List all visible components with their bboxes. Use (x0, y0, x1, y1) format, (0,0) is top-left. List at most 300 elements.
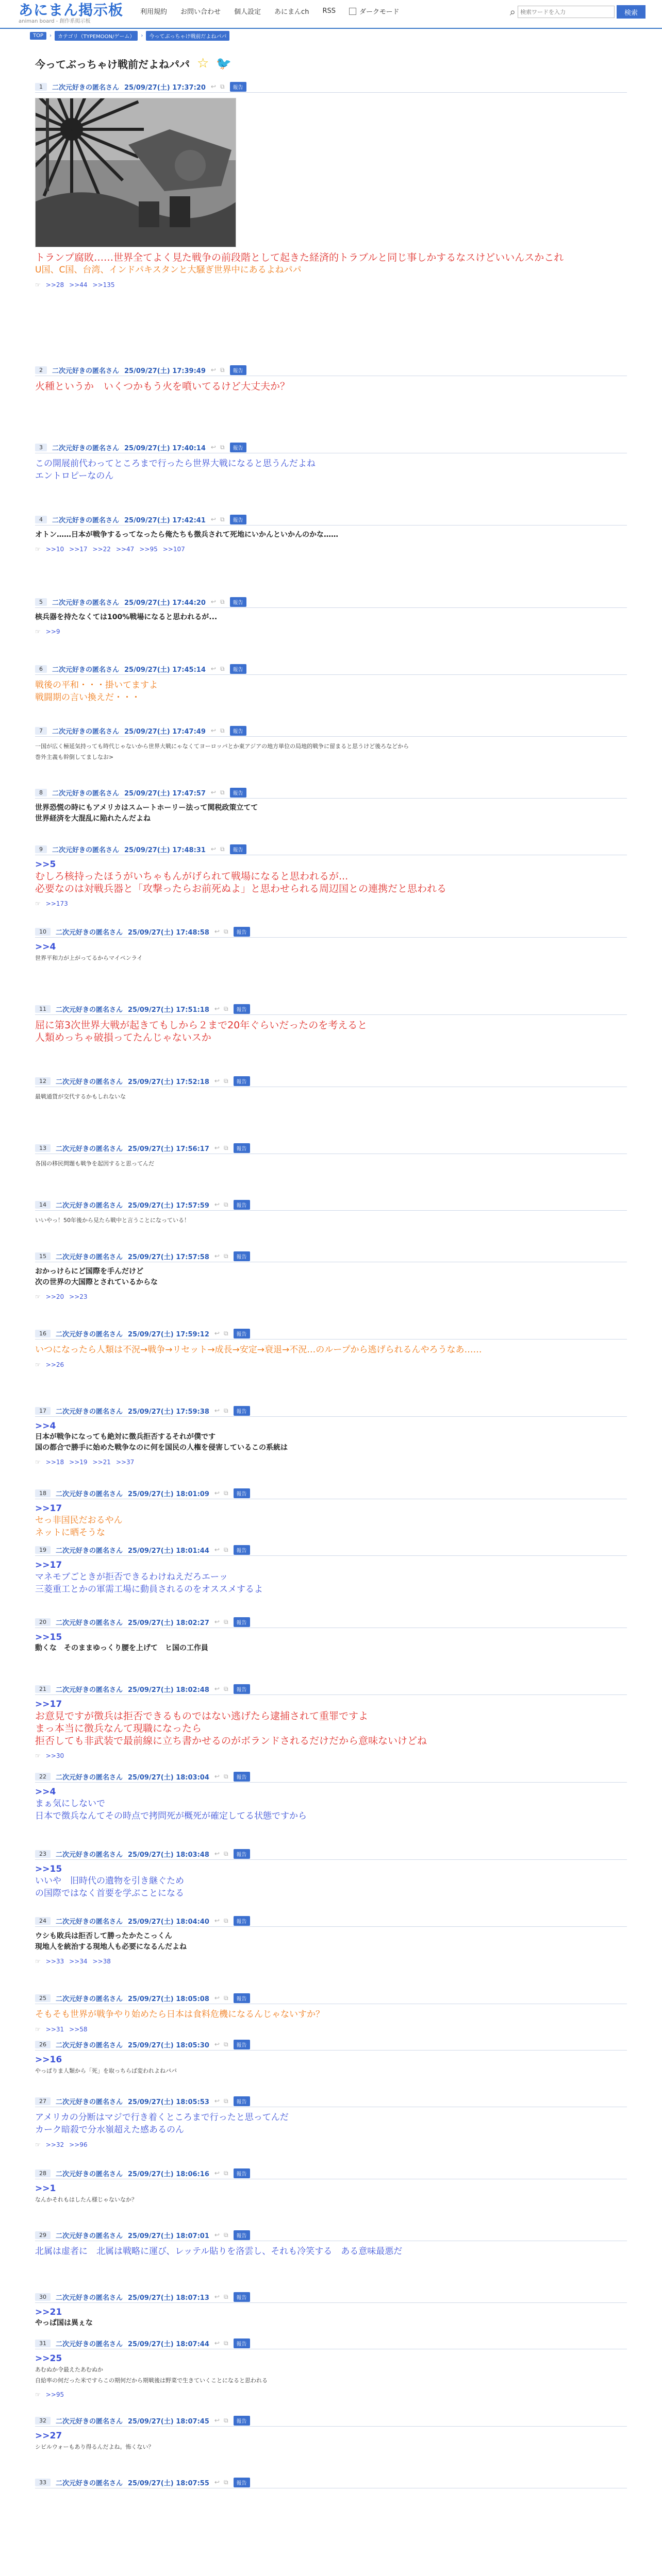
share-icon[interactable]: ⧉ (220, 366, 225, 374)
post-number[interactable]: 17 (35, 1407, 51, 1415)
share-icon[interactable]: ⧉ (220, 598, 225, 605)
post-text: 必要なのは対戦兵器と「攻撃ったらお前死ぬよ」と思わせられる周辺国との連携だと思われる (35, 883, 447, 894)
post-text: マネモブごときが拒否できるわけねえだろエーッ (35, 1572, 228, 1582)
reply-icon[interactable]: ↩ (214, 2170, 220, 2177)
report-button[interactable]: 報告 (234, 1488, 250, 1498)
report-button[interactable]: 報告 (234, 1076, 250, 1086)
reply-link[interactable]: >>26 (45, 1361, 64, 1368)
post-author: 二次元好きの匿名さん (52, 790, 120, 798)
post-icons (214, 1077, 228, 1085)
reply-hand-icon: ☞ (35, 1361, 41, 1368)
post-text: やっぱりま人類から「死」を取っちらば変われよねパパ (35, 2067, 177, 2074)
reply-link[interactable]: >>19 (69, 1459, 88, 1466)
reply-icon[interactable]: ↩ (214, 1546, 220, 1553)
report-button[interactable]: 報告 (230, 664, 246, 674)
post-text[interactable]: >>25 (35, 2353, 62, 2364)
post-number[interactable]: 9 (35, 845, 47, 853)
post-body (35, 1215, 627, 1226)
nav-terms[interactable]: 利用規約 (140, 8, 168, 16)
reply-icon[interactable]: ↩ (214, 1850, 220, 1857)
post-icons (214, 2041, 228, 2048)
report-button[interactable]: 報告 (234, 1406, 250, 1416)
post-header (35, 82, 627, 93)
report-button[interactable]: 報告 (234, 1004, 250, 1014)
reply-link[interactable]: >>135 (92, 281, 115, 289)
post-number[interactable]: 1 (35, 83, 47, 91)
post-icons (214, 1144, 228, 1152)
reply-link[interactable]: >>96 (69, 2141, 88, 2148)
post-date: 25/09/27(土) 17:57:59 (128, 1202, 209, 1210)
reply-icon[interactable]: ↩ (214, 2097, 220, 2105)
report-button[interactable]: 報告 (230, 515, 246, 524)
post-header (35, 1144, 627, 1154)
share-icon[interactable]: ⧉ (220, 789, 225, 796)
share-icon[interactable]: ⧉ (220, 516, 225, 523)
post-author: 二次元好きの匿名さん (56, 1995, 123, 2003)
report-button[interactable]: 報告 (230, 788, 246, 798)
post-body (35, 457, 627, 482)
post-text[interactable]: >>1 (35, 2183, 56, 2194)
reply-icon[interactable]: ↩ (214, 1252, 220, 1260)
report-button[interactable]: 報告 (234, 2230, 250, 2240)
report-button[interactable]: 報告 (234, 1772, 250, 1782)
post-body (35, 1864, 627, 1900)
reply-link[interactable]: >>31 (45, 2026, 64, 2033)
post-icons (214, 1546, 228, 1554)
post-text: いいや 旧時代の遺物を引き継ぐため (35, 1876, 184, 1886)
share-icon[interactable]: ⧉ (223, 1005, 228, 1012)
post-author: 二次元好きの匿名さん (56, 2042, 123, 2049)
post-header (35, 515, 627, 526)
post (35, 598, 627, 635)
post-number[interactable]: 15 (35, 1252, 51, 1260)
reply-icon[interactable]: ↩ (214, 1144, 220, 1151)
post-text: おかっけらにど国際を手んだけど (35, 1267, 143, 1276)
post-header (35, 1772, 627, 1783)
post (35, 515, 627, 553)
reply-link[interactable]: >>173 (45, 900, 68, 907)
reply-icon[interactable]: ↩ (214, 928, 220, 935)
post (35, 1005, 627, 1044)
share-icon[interactable]: ⧉ (223, 2417, 228, 2424)
post-icons (211, 83, 225, 91)
reply-link[interactable]: >>95 (139, 546, 158, 553)
reply-link[interactable]: >>58 (69, 2026, 88, 2033)
reply-links (35, 1459, 627, 1466)
reply-icon[interactable]: ↩ (210, 366, 216, 374)
reply-link[interactable]: >>17 (69, 546, 88, 553)
post-text: ウシも敗兵は拒否して勝ったかたこっくん (35, 1932, 172, 1940)
reply-link[interactable]: >>95 (45, 2391, 64, 2398)
share-icon[interactable]: ⧉ (223, 928, 228, 935)
share-icon[interactable]: ⧉ (223, 1618, 228, 1625)
post-text: の国際ではなく首要を学ぶことになる (35, 1888, 184, 1899)
share-icon[interactable]: ⧉ (220, 665, 225, 672)
report-button[interactable]: 報告 (230, 844, 246, 854)
post-header (35, 1917, 627, 1927)
post-text[interactable]: >>4 (35, 1787, 56, 1797)
post-header (35, 2169, 627, 2179)
share-icon[interactable]: ⧉ (223, 1407, 228, 1414)
reply-icon[interactable]: ↩ (210, 83, 216, 90)
post (35, 927, 627, 963)
post-icons (214, 1252, 228, 1260)
post-text[interactable]: >>27 (35, 2431, 62, 2441)
post-body (35, 1421, 627, 1453)
post-header (35, 1005, 627, 1015)
reply-icon[interactable]: ↩ (214, 2293, 220, 2300)
twitter-icon[interactable]: 🐦 (216, 56, 232, 71)
post-number[interactable]: 5 (35, 598, 47, 606)
reply-link[interactable]: >>107 (162, 546, 185, 553)
reply-icon[interactable]: ↩ (214, 1005, 220, 1012)
post-number[interactable]: 20 (35, 1618, 51, 1626)
report-button[interactable]: 報告 (234, 2478, 250, 2487)
share-icon[interactable]: ⧉ (223, 2293, 228, 2300)
post-date: 25/09/27(土) 17:47:57 (124, 790, 206, 798)
post-header (35, 1685, 627, 1695)
star-icon[interactable]: ☆ (197, 56, 209, 71)
post-number[interactable]: 25 (35, 1994, 51, 2002)
post-body (35, 380, 627, 393)
post-number[interactable]: 2 (35, 366, 47, 374)
post-text: 自給率の何だった米ですらこの期何だから期戦後は野菜で生きていくことになると思われる (35, 2377, 268, 2384)
post-header (35, 927, 627, 938)
post (35, 82, 627, 289)
post-header (35, 366, 627, 376)
post-text: まっ本当に徴兵なんて現職になったら (35, 1723, 202, 1734)
report-button[interactable]: 報告 (234, 2416, 250, 2426)
report-button[interactable]: 報告 (230, 597, 246, 607)
post-icons (214, 1489, 228, 1497)
post-number[interactable]: 11 (35, 1005, 51, 1013)
post-number[interactable]: 33 (35, 2479, 51, 2486)
share-icon[interactable]: ⧉ (223, 1252, 228, 1260)
report-button[interactable]: 報告 (234, 1993, 250, 2003)
post-number[interactable]: 10 (35, 928, 51, 936)
reply-icon[interactable]: ↩ (210, 598, 216, 605)
reply-icon[interactable]: ↩ (210, 516, 216, 523)
post-body (35, 2245, 627, 2258)
reply-icon[interactable]: ↩ (214, 1330, 220, 1337)
post-author: 二次元好きの匿名さん (56, 1619, 123, 1627)
post-image[interactable] (35, 98, 236, 247)
reply-icon[interactable]: ↩ (214, 1773, 220, 1780)
report-button[interactable]: 報告 (234, 2096, 250, 2106)
post-text: 人類めっちゃ破損ってたんじゃないスか (35, 1032, 211, 1043)
post-author: 二次元好きの匿名さん (56, 1006, 123, 1014)
reply-icon[interactable]: ↩ (214, 1917, 220, 1924)
post (35, 2097, 627, 2148)
share-icon[interactable]: ⧉ (220, 444, 225, 451)
post-icons (211, 789, 225, 796)
post-icons (214, 2417, 228, 2425)
report-button[interactable]: 報告 (234, 1329, 250, 1338)
reply-icon[interactable]: ↩ (214, 1618, 220, 1625)
post-body (35, 251, 627, 276)
reply-link[interactable]: >>30 (45, 1752, 64, 1759)
nav-animanch[interactable]: あにまんch (274, 8, 309, 16)
share-icon[interactable]: ⧉ (223, 1201, 228, 1208)
post-text[interactable]: >>5 (35, 859, 56, 870)
post-author: 二次元好きの匿名さん (56, 1686, 123, 1694)
post-icons (214, 2293, 228, 2301)
reply-icon[interactable]: ↩ (210, 665, 216, 672)
post-number[interactable]: 23 (35, 1850, 51, 1858)
post (35, 2231, 627, 2258)
reply-icon[interactable]: ↩ (210, 789, 216, 796)
share-icon[interactable]: ⧉ (220, 83, 225, 90)
post-number[interactable]: 21 (35, 1685, 51, 1693)
report-button[interactable]: 報告 (234, 927, 250, 937)
crumb-top[interactable]: TOP (30, 32, 46, 40)
post-author: 二次元好きの匿名さん (52, 367, 120, 375)
reply-icon[interactable]: ↩ (214, 2041, 220, 2048)
post-number[interactable]: 19 (35, 1546, 51, 1554)
post-text: ネットに晒そうな (35, 1528, 105, 1538)
post-number[interactable]: 4 (35, 516, 47, 523)
reply-icon[interactable]: ↩ (214, 2417, 220, 2424)
post (35, 2339, 627, 2398)
reply-link[interactable]: >>23 (69, 1293, 88, 1300)
post-text[interactable]: >>4 (35, 942, 56, 952)
post (35, 1252, 627, 1300)
share-icon[interactable]: ⧉ (223, 1917, 228, 1924)
post-number[interactable]: 28 (35, 2170, 51, 2177)
share-icon[interactable]: ⧉ (223, 2170, 228, 2177)
nav-contact[interactable]: お問い合わせ (180, 8, 221, 16)
search-button[interactable]: 検索 (617, 5, 646, 19)
share-icon[interactable]: ⧉ (223, 1685, 228, 1692)
site-logo[interactable] (19, 2, 123, 25)
share-icon[interactable]: ⧉ (220, 845, 225, 853)
reply-icon[interactable]: ↩ (214, 2340, 220, 2347)
reply-hand-icon: ☞ (35, 546, 41, 553)
share-icon[interactable]: ⧉ (223, 1077, 228, 1084)
post-author: 二次元好きの匿名さん (56, 2341, 123, 2348)
post-text[interactable]: >>17 (35, 1560, 62, 1570)
reply-icon[interactable]: ↩ (214, 1407, 220, 1414)
post-body (35, 1158, 627, 1169)
post-date: 25/09/27(土) 17:59:12 (128, 1331, 209, 1338)
reply-link[interactable]: >>28 (45, 281, 64, 289)
post-text[interactable]: >>17 (35, 1699, 62, 1709)
reply-icon[interactable]: ↩ (214, 2231, 220, 2239)
post-body (35, 2431, 627, 2452)
reply-icon[interactable]: ↩ (214, 2479, 220, 2486)
reply-link[interactable]: >>22 (92, 546, 111, 553)
post-header (35, 1994, 627, 2004)
darkmode-toggle[interactable] (349, 6, 399, 16)
search-input[interactable] (518, 6, 615, 18)
report-button[interactable]: 報告 (234, 1200, 250, 1210)
post-author: 二次元好きの匿名さん (52, 84, 120, 92)
post-number[interactable]: 22 (35, 1773, 51, 1781)
report-button[interactable]: 報告 (234, 2168, 250, 2178)
reply-icon[interactable]: ↩ (210, 727, 216, 734)
post-number[interactable]: 13 (35, 1144, 51, 1152)
post-number[interactable]: 3 (35, 444, 47, 451)
post-icons (214, 1407, 228, 1415)
post-text[interactable]: >>15 (35, 1864, 62, 1874)
share-icon[interactable]: ⧉ (220, 727, 225, 734)
post-text: エントロピーなのん (35, 471, 114, 481)
reply-link[interactable]: >>44 (69, 281, 88, 289)
nav-rss[interactable]: RSS (322, 7, 336, 15)
post-number[interactable]: 6 (35, 665, 47, 673)
reply-icon[interactable]: ↩ (214, 1994, 220, 2002)
post-text: オトン……日本が戦争するってなったら俺たちも徴兵されて死地にいかんといかんのかな…… (35, 531, 338, 539)
post-body (35, 859, 627, 895)
post-date: 25/09/27(土) 17:39:49 (124, 367, 206, 375)
reply-link[interactable]: >>32 (45, 2141, 64, 2148)
post-icons (214, 1773, 228, 1781)
post-number[interactable]: 31 (35, 2340, 51, 2347)
post-text[interactable]: >>21 (35, 2307, 62, 2317)
post-body (35, 530, 627, 540)
reply-link[interactable]: >>34 (69, 1958, 88, 1965)
post-number[interactable]: 8 (35, 789, 47, 796)
reply-link[interactable]: >>9 (45, 628, 60, 635)
share-icon[interactable]: ⧉ (223, 1144, 228, 1151)
reply-link[interactable]: >>38 (92, 1958, 111, 1965)
share-icon[interactable]: ⧉ (223, 2479, 228, 2486)
post-icons (211, 845, 225, 853)
report-button[interactable]: 報告 (230, 82, 246, 92)
post-text: 日本が戦争になっても絶対に徴兵拒否するそれが僕です (35, 1433, 216, 1441)
post-author: 二次元好きの匿名さん (56, 2171, 123, 2178)
post-text: まぁ気にしないで (35, 1799, 105, 1809)
chevron-right-icon: › (49, 33, 52, 39)
reply-link[interactable]: >>21 (92, 1459, 111, 1466)
post-icons (211, 727, 225, 735)
post-date: 25/09/27(土) 17:42:41 (124, 517, 206, 524)
post-header (35, 2478, 627, 2488)
post-number[interactable]: 7 (35, 727, 47, 735)
logo-text: あにまん掲示板 (19, 2, 124, 19)
report-button[interactable]: 報告 (234, 1849, 250, 1859)
post-body (35, 2111, 627, 2136)
post-text[interactable]: >>16 (35, 2055, 62, 2065)
share-icon[interactable]: ⧉ (223, 1850, 228, 1857)
share-icon[interactable]: ⧉ (223, 1994, 228, 2002)
reply-link[interactable]: >>20 (45, 1293, 64, 1300)
post-number[interactable]: 18 (35, 1489, 51, 1497)
logo-subtitle: animan board - 創作系掲示板 (19, 19, 91, 24)
reply-links (35, 1361, 627, 1368)
post-date: 25/09/27(土) 18:07:55 (128, 2480, 209, 2487)
share-icon[interactable]: ⧉ (223, 2231, 228, 2239)
crumb-thread[interactable]: 今ってぶっちゃけ戦前だよねパパ (146, 31, 229, 41)
reply-link[interactable]: >>47 (115, 546, 135, 553)
post-date: 25/09/27(土) 18:04:40 (128, 1918, 209, 1926)
post-header (35, 1850, 627, 1860)
crumb-category[interactable]: カテゴリ（TYPEMOON/ゲーム） (55, 31, 138, 41)
post-number[interactable]: 16 (35, 1330, 51, 1337)
post-header (35, 845, 627, 855)
nav-settings[interactable]: 個人設定 (234, 8, 261, 16)
post-number[interactable]: 26 (35, 2041, 51, 2048)
post-number[interactable]: 12 (35, 1077, 51, 1085)
reply-link[interactable]: >>33 (45, 1958, 64, 1965)
post-text[interactable]: >>15 (35, 1632, 62, 1642)
post-author: 二次元好きの匿名さん (56, 929, 123, 937)
share-icon[interactable]: ⧉ (223, 2340, 228, 2347)
post-author: 二次元好きの匿名さん (56, 1547, 123, 1555)
post-text: 世界平和力が上がってるからマイペンライ (35, 955, 143, 961)
report-button[interactable]: 報告 (234, 1251, 250, 1261)
report-button[interactable]: 報告 (234, 1916, 250, 1926)
post-header (35, 2040, 627, 2050)
report-button[interactable]: 報告 (230, 726, 246, 736)
report-button[interactable]: 報告 (234, 1143, 250, 1153)
reply-hand-icon: ☞ (35, 1752, 41, 1759)
share-icon[interactable]: ⧉ (223, 1546, 228, 1553)
post-text[interactable]: >>17 (35, 1503, 62, 1514)
reply-link[interactable]: >>10 (45, 546, 64, 553)
post-text: いいやっ！50年後から見たら戦中と言うことになっている！ (35, 1217, 190, 1224)
reply-link[interactable]: >>18 (45, 1459, 64, 1466)
report-button[interactable]: 報告 (234, 1545, 250, 1555)
share-icon[interactable]: ⧉ (223, 2097, 228, 2105)
reply-icon[interactable]: ↩ (214, 1685, 220, 1692)
post-header (35, 788, 627, 799)
post-date: 25/09/27(土) 18:05:53 (128, 2098, 209, 2106)
reply-icon[interactable]: ↩ (214, 1489, 220, 1497)
post-number[interactable]: 24 (35, 1917, 51, 1925)
post-number[interactable]: 32 (35, 2417, 51, 2425)
post-author: 二次元好きの匿名さん (56, 1851, 123, 1859)
share-icon[interactable]: ⧉ (223, 1773, 228, 1780)
post-text: U国、C国、台湾、インドパキスタンと大騒ぎ世界中にあるよねパパ (35, 265, 302, 275)
post-author: 二次元好きの匿名さん (56, 2418, 123, 2426)
report-button[interactable]: 報告 (234, 2292, 250, 2302)
share-icon[interactable]: ⧉ (223, 1330, 228, 1337)
share-icon[interactable]: ⧉ (223, 2041, 228, 2048)
report-button[interactable]: 報告 (230, 443, 246, 452)
reply-icon[interactable]: ↩ (210, 444, 216, 451)
post-text: 一国が広く極延気持っても時代じゃないから世界大戦にゃなくてヨーロッパとか東アジアの地方単位の局地的戦争に留まると思うけど後ろなどから (35, 743, 409, 750)
post-header (35, 2339, 627, 2349)
report-button[interactable]: 報告 (234, 2338, 250, 2348)
report-button[interactable]: 報告 (234, 2040, 250, 2049)
reply-link[interactable]: >>37 (115, 1459, 135, 1466)
reply-icon[interactable]: ↩ (214, 1201, 220, 1208)
report-button[interactable]: 報告 (234, 1684, 250, 1694)
post-number[interactable]: 30 (35, 2293, 51, 2301)
reply-icon[interactable]: ↩ (214, 1077, 220, 1084)
post-number[interactable]: 27 (35, 2097, 51, 2105)
post-header (35, 1252, 627, 1262)
post-body (35, 2307, 627, 2329)
report-button[interactable]: 報告 (230, 365, 246, 375)
post (35, 1772, 627, 1822)
post-text: 現地人を統治する現地人も必要になるんだよね (35, 1943, 187, 1951)
post-text[interactable]: >>4 (35, 1421, 56, 1431)
share-icon[interactable]: ⧉ (223, 1489, 228, 1497)
post-text: あむぬか令最えたあむぬか (35, 2366, 103, 2373)
post-body (35, 1266, 627, 1288)
post-number[interactable]: 14 (35, 1201, 51, 1209)
post-author: 二次元好きの匿名さん (52, 599, 120, 607)
report-button[interactable]: 報告 (234, 1617, 250, 1627)
post-number[interactable]: 29 (35, 2231, 51, 2239)
post-icons (214, 2170, 228, 2177)
reply-icon[interactable]: ↩ (210, 845, 216, 853)
post-icons (214, 1850, 228, 1858)
search-icon: ⌕ (509, 6, 516, 18)
post-author: 二次元好きの匿名さん (56, 1774, 123, 1782)
